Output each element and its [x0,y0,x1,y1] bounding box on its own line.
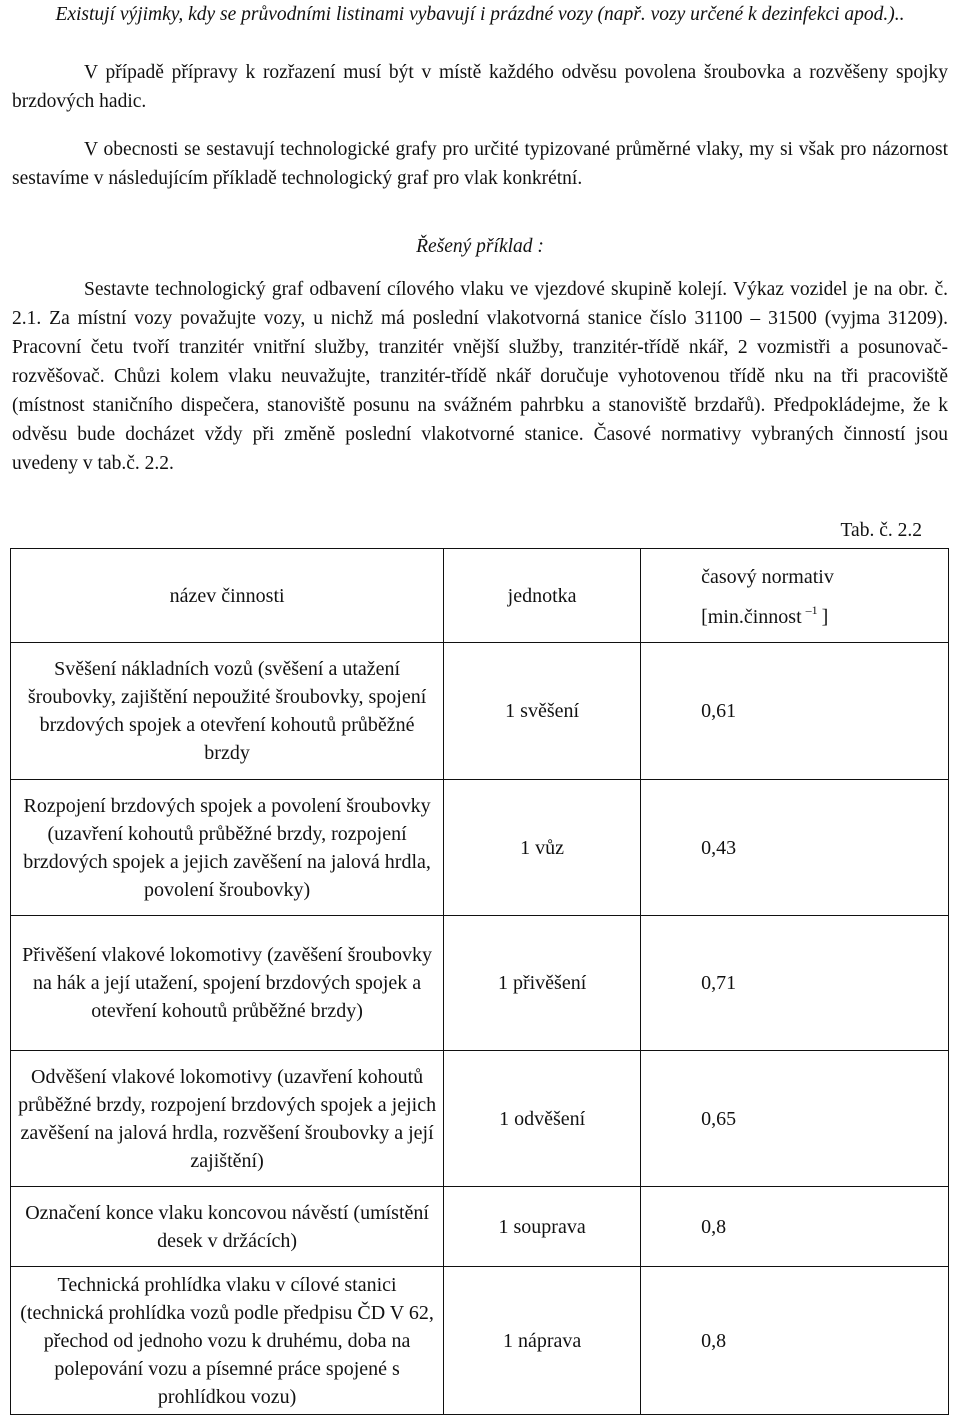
norm-cell: 0,61 [641,643,949,780]
table-row [11,643,949,780]
unit-cell: 1 svěšení [444,643,641,780]
header-time-norm-label: časový normativ [701,565,834,588]
paragraph-preparation [12,58,948,116]
unit-cell: 1 náprava [444,1267,641,1415]
paragraph-generality [12,135,948,193]
header-activity-name: název činnosti [11,549,444,643]
norm-cell: 0,8 [641,1267,949,1415]
norm-cell: 0,65 [641,1051,949,1187]
unit-cell: 1 odvěšení [444,1051,641,1187]
header-unit: jednotka [444,549,641,643]
header-time-norm [641,549,949,643]
activity-name-cell: Přivěšení vlakové lokomotivy (zavěšení šroubovky na hák a její utažení, spojení brzdových spojek a otevření kohoutů průběžné brzdy) [11,916,444,1051]
header-unit-sup: –1 [805,602,818,617]
table-row [11,1187,949,1267]
unit-cell: 1 souprava [444,1187,641,1267]
example-heading: Řešený příklad : [416,236,544,257]
table-caption: Tab. č. 2.2 [840,520,922,541]
activity-name-cell: Označení konce vlaku koncovou návěstí (umístění desek v držácích) [11,1187,444,1267]
norm-cell: 0,8 [641,1187,949,1267]
norm-cell: 0,43 [641,780,949,916]
paragraph-generality-text: V obecnosti se sestavují technologické grafy pro určité typizované průměrné vlaky, my si však pro názornost sestavíme v následujícím příkladě technologický graf pro vlak konkrétní. [12,139,948,189]
norm-cell: 0,71 [641,916,949,1051]
unit-cell: 1 vůz [444,780,641,916]
table-row [11,916,949,1051]
unit-cell: 1 přivěšení [444,916,641,1051]
paragraph-assignment [12,275,948,478]
activity-name-cell: Technická prohlídka vlaku v cílové stanici (technická prohlídka vozů podle předpisu ČD V 62, přechod od jednoho vozu k druhému, doba na polepování vozu a písemné práce spojené s prohlídkou vozu) [11,1267,444,1415]
header-time-norm-unit [701,603,944,633]
activity-name-cell: Odvěšení vlakové lokomotivy (uzavření kohoutů průběžné brzdy, rozpojení brzdových spojek a jejich zavěšení na jalová hrdla, rozvěšení šroubovky a její zajištění) [11,1051,444,1187]
paragraph-preparation-text: V případě přípravy k rozřazení musí být v místě každého odvěsu povolena šroubovka a rozvěšeny spojky brzdových hadic. [12,62,948,112]
header-unit-open: [min.činnost [701,605,802,628]
table-row [11,1267,949,1415]
header-unit-close: ] [821,605,829,628]
intro-italic-text: Existují výjimky, kdy se průvodními listinami vybavují i prázdné vozy (např. vozy určené k dezinfekci apod.).. [55,4,905,25]
table-row [11,780,949,916]
activity-name-cell: Rozpojení brzdových spojek a povolení šroubovky (uzavření kohoutů průběžné brzdy, rozpojení brzdových spojek a jejich zavěšení na jalová hrdla, povolení šroubovky) [11,780,444,916]
activity-norms-table [10,548,949,1415]
table-header-row [11,549,949,643]
table-row [11,1051,949,1187]
paragraph-assignment-text: Sestavte technologický graf odbavení cílového vlaku ve vjezdové skupině kolejí. Výkaz vozidel je na obr. č. 2.1. Za místní vozy považujte vozy, u nichž má poslední vlakotvorná stanice číslo 31100 – 31500 (vyjma 31209). Pracovní četu tvoří tranzitér vnitřní služby, tranzitér vnější služby, tranzitér-třídě nkář, 2 vozmistři a posunovač-rozvěšovač. Chůzi kolem vlaku neuvažujte, tranzitér-třídě nkář doručuje vyhotovenou třídě nku na tři pracoviště (místnost staničního dispečera, stanoviště posunu na svážném pahrbku a stanoviště brzdařů). Předpokládejme, že k odvěsu bude docházet vždy při změně poslední vlakotvorné stanice. Časové normativy vybraných činností jsou uvedeny v tab.č. 2.2. [12,279,948,474]
activity-name-cell: Svěšení nákladních vozů (svěšení a utažení šroubovky, zajištění nepoužité šroubovky, spojení brzdových spojek a otevření kohoutů průběžné brzdy [11,643,444,780]
